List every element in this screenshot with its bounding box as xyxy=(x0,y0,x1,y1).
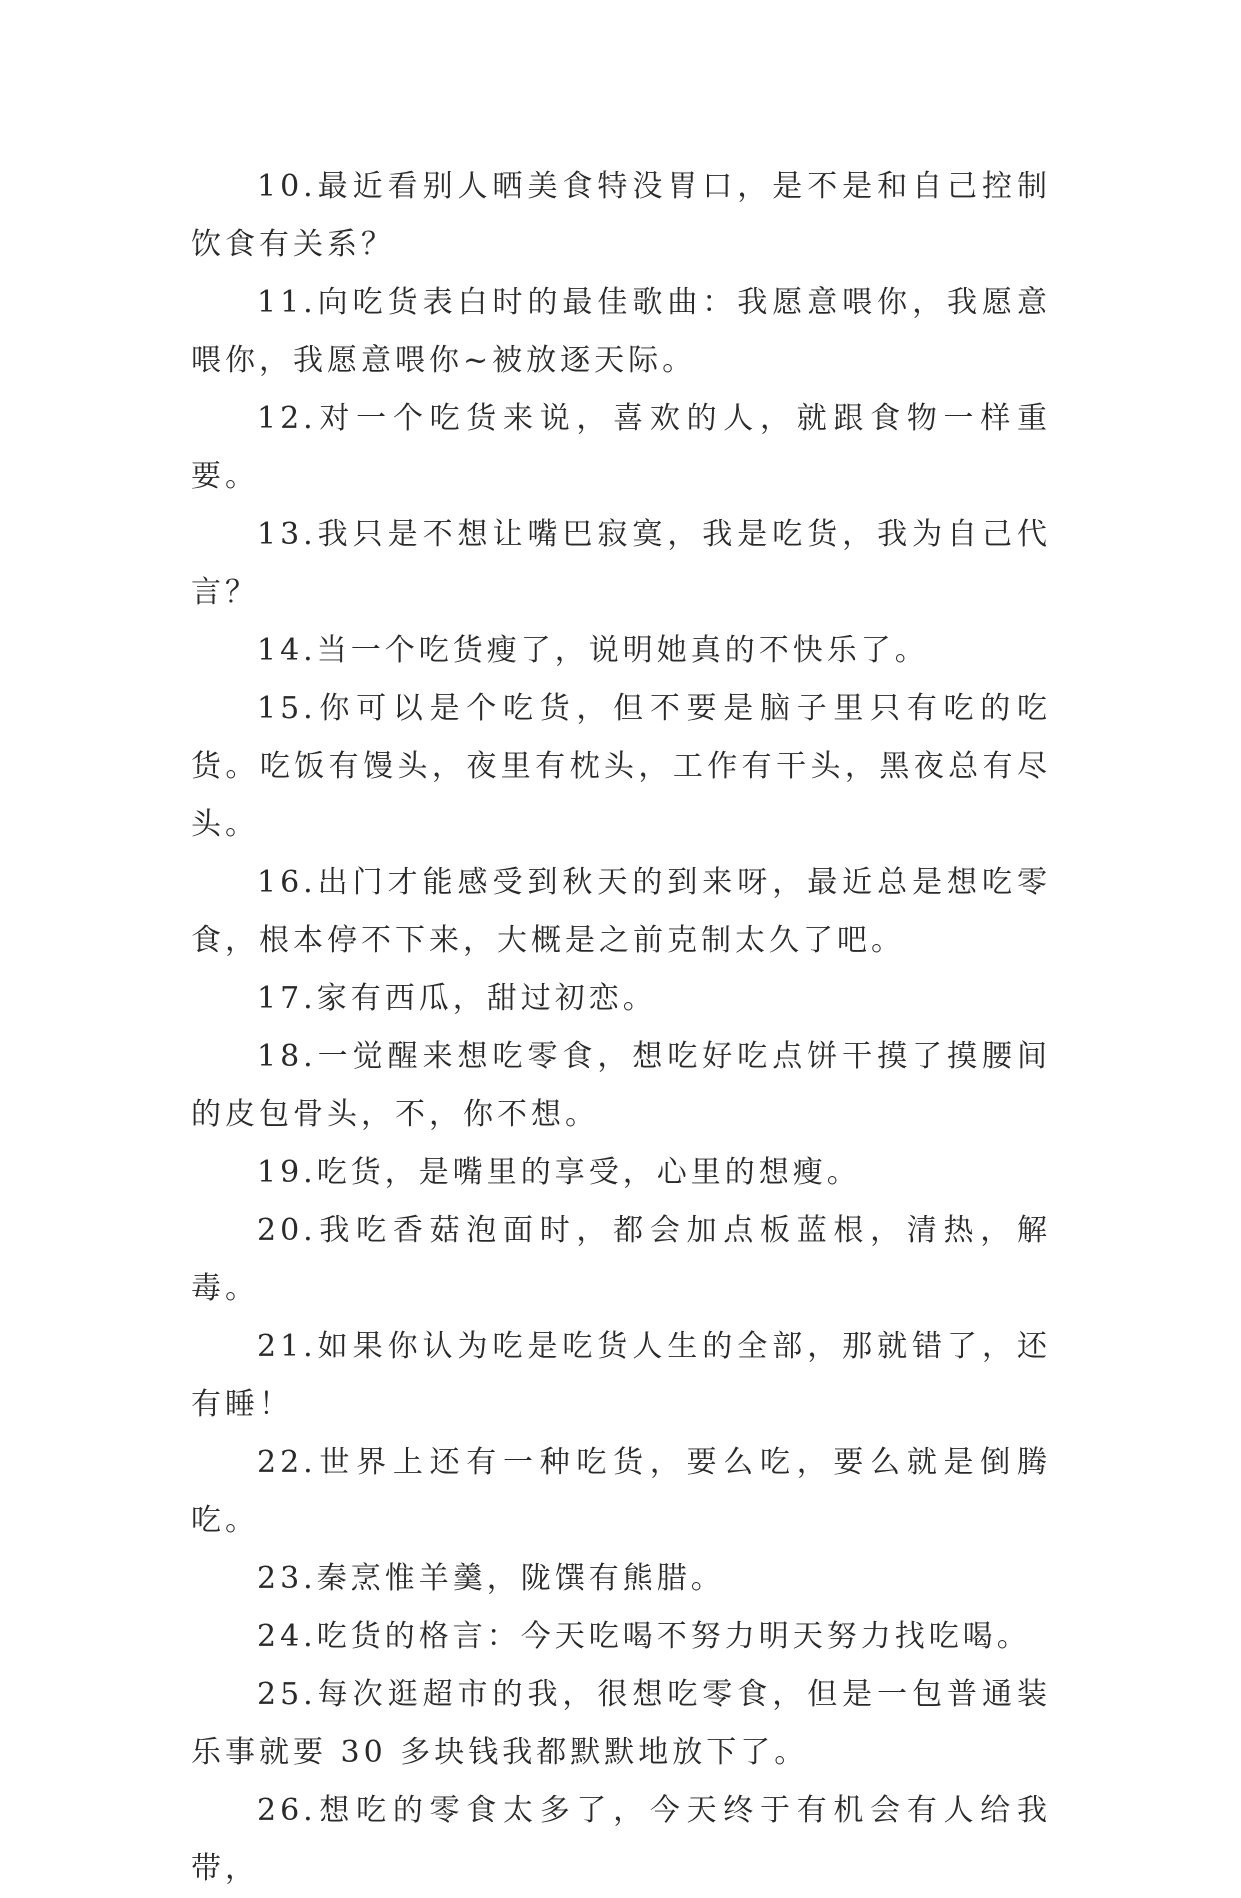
paragraph-19: 19.吃货，是嘴里的享受，心里的想瘦。 xyxy=(257,1155,861,1190)
paragraph-10: 10.最近看别人晒美食特没胃口，是不是和自己控制饮食有关系？ xyxy=(191,169,1051,262)
paragraph-18: 18.一觉醒来想吃零食，想吃好吃点饼干摸了摸腰间的皮包骨头，不，你不想。 xyxy=(191,1039,1051,1132)
paragraph-20: 20.我吃香菇泡面时，都会加点板蓝根，清热，解毒。 xyxy=(191,1213,1051,1306)
paragraph-12: 12.对一个吃货来说，喜欢的人，就跟食物一样重要。 xyxy=(191,401,1051,494)
paragraph-24: 24.吃货的格言：今天吃喝不努力明天努力找吃喝。 xyxy=(257,1619,1031,1654)
document-body xyxy=(191,158,1051,1898)
paragraph-15: 15.你可以是个吃货，但不要是脑子里只有吃的吃货。吃饭有馒头，夜里有枕头，工作有干头，黑夜总有尽头。 xyxy=(191,691,1051,842)
paragraph-16: 16.出门才能感受到秋天的到来呀，最近总是想吃零食，根本停不下来，大概是之前克制太久了吧。 xyxy=(191,865,1051,958)
paragraph-26: 26.想吃的零食太多了，今天终于有机会有人给我带， xyxy=(191,1793,1051,1886)
paragraph-11: 11.向吃货表白时的最佳歌曲：我愿意喂你，我愿意喂你，我愿意喂你~被放逐天际。 xyxy=(191,285,1051,378)
paragraph-25: 25.每次逛超市的我，很想吃零食，但是一包普通装乐事就要 30 多块钱我都默默地放下了。 xyxy=(191,1677,1051,1770)
paragraph-21: 21.如果你认为吃是吃货人生的全部，那就错了，还有睡！ xyxy=(191,1329,1051,1422)
paragraph-13: 13.我只是不想让嘴巴寂寞，我是吃货，我为自己代言？ xyxy=(191,517,1051,610)
paragraph-22: 22.世界上还有一种吃货，要么吃，要么就是倒腾吃。 xyxy=(191,1445,1051,1538)
paragraph-14: 14.当一个吃货瘦了，说明她真的不快乐了。 xyxy=(257,633,929,668)
paragraph-17: 17.家有西瓜，甜过初恋。 xyxy=(257,981,657,1016)
paragraph-23: 23.秦烹惟羊羹，陇馔有熊腊。 xyxy=(257,1561,725,1596)
